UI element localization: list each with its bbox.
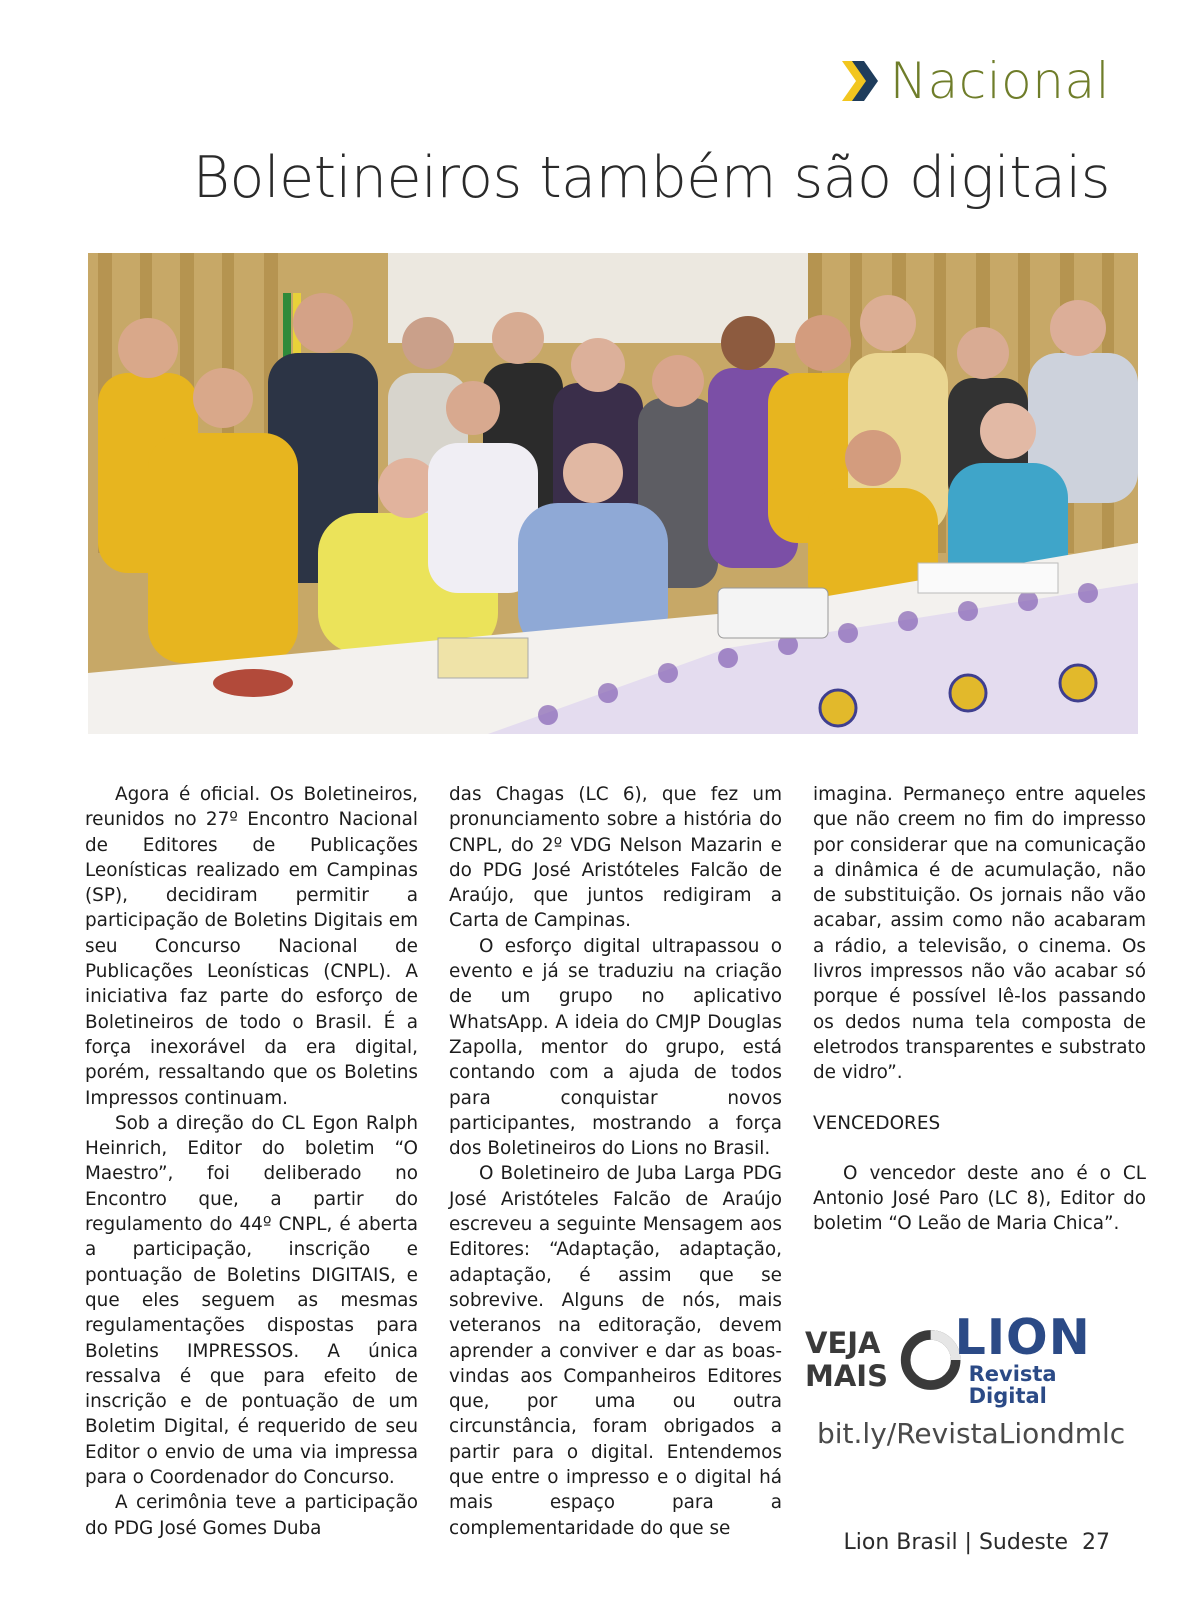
group-photo (88, 253, 1138, 734)
paragraph: Sob a direção do CL Egon Ralph Heinrich, Editor do boletim “O Maestro”, foi deliberado no Encontro que, a partir do regulamento do 44º CNPL, é aberta a participação, inscrição e pontuação de Boletins DIGITAIS, e que eles seguem as mesmas regulamentações dispostas para Boletins IMPRESSOS. A única ressalva é que para efeito de inscrição e de pontuação de um Boletim Digital, é requerido de seu Editor o envio de uma via impressa para o Coordenador do Concurso. (85, 1112, 418, 1489)
article-column-2 (449, 782, 782, 1541)
page-footer (843, 1530, 1110, 1555)
paragraph: O esforço digital ultrapassou o evento e já se traduziu na criação de um grupo no aplicativo WhatsApp. A ideia do CMJP Douglas Zapolla, mentor do grupo, está contando com a ajuda de todos para conquistar novos participantes, mostrando a força dos Boletineiros do Lions no Brasil. (449, 935, 782, 1160)
paragraph: A cerimônia teve a participação do PDG José Gomes Duba (85, 1492, 418, 1539)
paragraph: Agora é oficial. Os Boletineiros, reunidos no 27º Encontro Nacional de Editores de Publicações Leonísticas realizado em Campinas (SP), decidiram permitir a participação de Boletins Digitais em seu Concurso Nacional de Publicações Leonísticas (CNPL). A iniciativa faz parte do esforço de Boletineiros de todo o Brasil. É a força inexorável da era digital, porém, ressaltando que os Boletins Impressos continuam. (85, 784, 418, 1109)
page-number: 27 (1082, 1530, 1110, 1555)
logo-name: LION (954, 1309, 1091, 1366)
paragraph: das Chagas (LC 6), que fez um pronunciamento sobre a história do CNPL, do 2º VDG Nelson Mazarin e do PDG José Aristóteles Falcão de Araújo, que juntos redigiram a Carta de Campinas. (449, 784, 782, 932)
veja-mais-label: VEJA MAIS (805, 1326, 888, 1393)
headline: Boletineiros também são digitais (192, 145, 1110, 211)
paragraph: O Boletineiro de Juba Larga PDG José Aristóteles Falcão de Araújo escreveu a seguinte Mensagem aos Editores: “Adaptação, adaptação, adaptação, é assim que se sobrevive. Alguns de nós, mais veteranos na editoração, devem aprender a conviver e dar as boas-vindas aos Companheiros Editores que, por uma ou outra circunstância, foram obrigados a partir para o digital. Entendemos que entre o impresso e o digital há mais espaço para a complementaridade do que se (449, 1163, 782, 1539)
section-label: Nacional (889, 52, 1110, 110)
section-header (840, 52, 1110, 110)
chevron-right-icon (840, 57, 882, 105)
subhead: VENCEDORES (813, 1112, 941, 1134)
article-column-1 (85, 782, 418, 1541)
promo-box[interactable] (805, 1309, 1135, 1450)
lion-logo (897, 1309, 1135, 1408)
paragraph: imagina. Permaneço entre aqueles que não creem no fim do impresso por considerar que na comunicação a dinâmica é de acumulação, não de substituição. Os jornais não vão acabar, assim como não acabaram a rádio, a televisão, o cinema. Os livros impressos não vão acabar só porque é possível lê-los passando os dedos numa tela composta de eletrodos transparentes e substrato de vidro”. (813, 784, 1146, 1084)
promo-link[interactable]: bit.ly/RevistaLiondmlc (817, 1417, 1126, 1450)
publication-name: Lion Brasil | Sudeste (843, 1530, 1068, 1555)
logo-sub: Revista Digital (968, 1362, 1057, 1408)
paragraph: O vencedor deste ano é o CL Antonio José Paro (LC 8), Editor do boletim “O Leão de Maria Chica”. (813, 1162, 1146, 1235)
